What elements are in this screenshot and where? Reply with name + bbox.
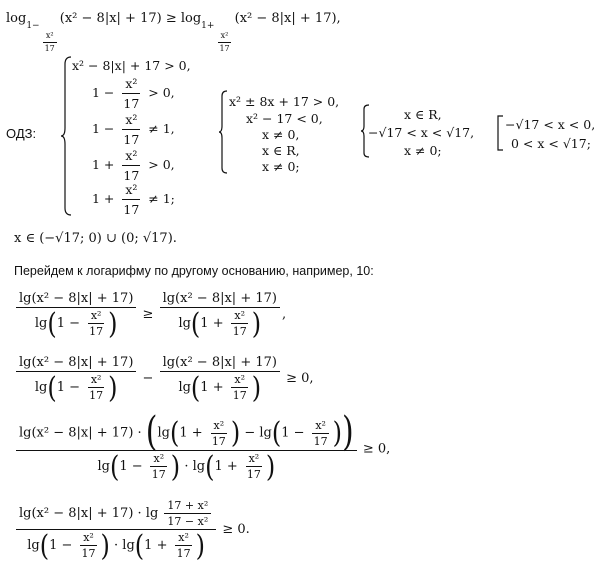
system4-bracket [496,115,504,151]
system2-brace [218,90,228,174]
system1-line-3: 1 − $\frac{\text{x²}}{17}$ ≠ 1, [92,112,175,147]
system2-line-3: x ≠ 0, [262,127,300,142]
system4-line-2: 0 < x < √17; [511,136,591,151]
system2-line-2: x² − 17 < 0, [246,111,323,126]
system1-brace [60,56,72,216]
system2-line-5: x ≠ 0; [262,159,300,174]
step1-inequality: lg(x² − 8|x| + 17) lg(1 − $\frac{\text{x²}}{17}$ ) ≥ lg(x² − 8|x| + 17) lg(1 + $\frac{\text{x²}}{17}$ ) , [14,292,286,337]
system3-line-1: x ∈ R, [404,107,442,122]
system4-line-1: −√17 < x < 0, [505,117,596,132]
system1-line-4: 1 + $\frac{\text{x²}}{17}$ > 0, [92,148,175,183]
system1-line-2: 1 − $\frac{\text{x²}}{17}$ > 0, [92,76,175,111]
step4-inequality: lg(x² − 8|x| + 17) · lg $\frac{\text{17 + x²}}{\text{17 − x²}}$ lg(1 − $\frac{\text{x²}}{17}$ ) · lg(1 + $\frac{\text{x²}}{17}$ ) ≥ 0. [14,500,250,559]
system2-line-1: x² ± 8x + 17 > 0, [229,94,340,109]
system3-line-3: x ≠ 0; [404,143,442,158]
system3-line-2: −√17 < x < √17, [368,125,475,140]
original-inequality: $\log_{1- \frac{\text{x²}}{17}}$ $(x^2 - 8|x| + 17) \ge \log_{1+ \frac{\text{x²}}{17}}$ (x² − 8|x| + 17), [6,11,341,53]
system1-line-5: 1 + $\frac{\text{x²}}{17}$ ≠ 1; [92,182,175,217]
odz-label: ОДЗ: [6,126,37,141]
domain-result: x ∈ (−√17; 0) ∪ (0; √17). [14,231,177,246]
step3-inequality: lg(x² − 8|x| + 17) · (lg(1 + $\frac{\text{x²}}{17}$ ) − lg(1 − $\frac{\text{x²}}{17}$ )) lg(1 − $\frac{\text{x²}}{17}$ ) · lg(1 + $\frac{\text{x²}}{17}$ ) ≥ 0, [14,418,390,480]
step2-inequality: lg(x² − 8|x| + 17) lg(1 − $\frac{\text{x²}}{17}$ ) − lg(x² − 8|x| + 17) lg(1 + $\frac{\text{x²}}{17}$ ) ≥ 0, [14,356,314,401]
transition-text: Перейдем к логарифму по другому основанию, например, 10: [14,264,374,278]
system1-line-1: x² − 8|x| + 17 > 0, [72,58,191,73]
system2-line-4: x ∈ R, [262,143,300,158]
